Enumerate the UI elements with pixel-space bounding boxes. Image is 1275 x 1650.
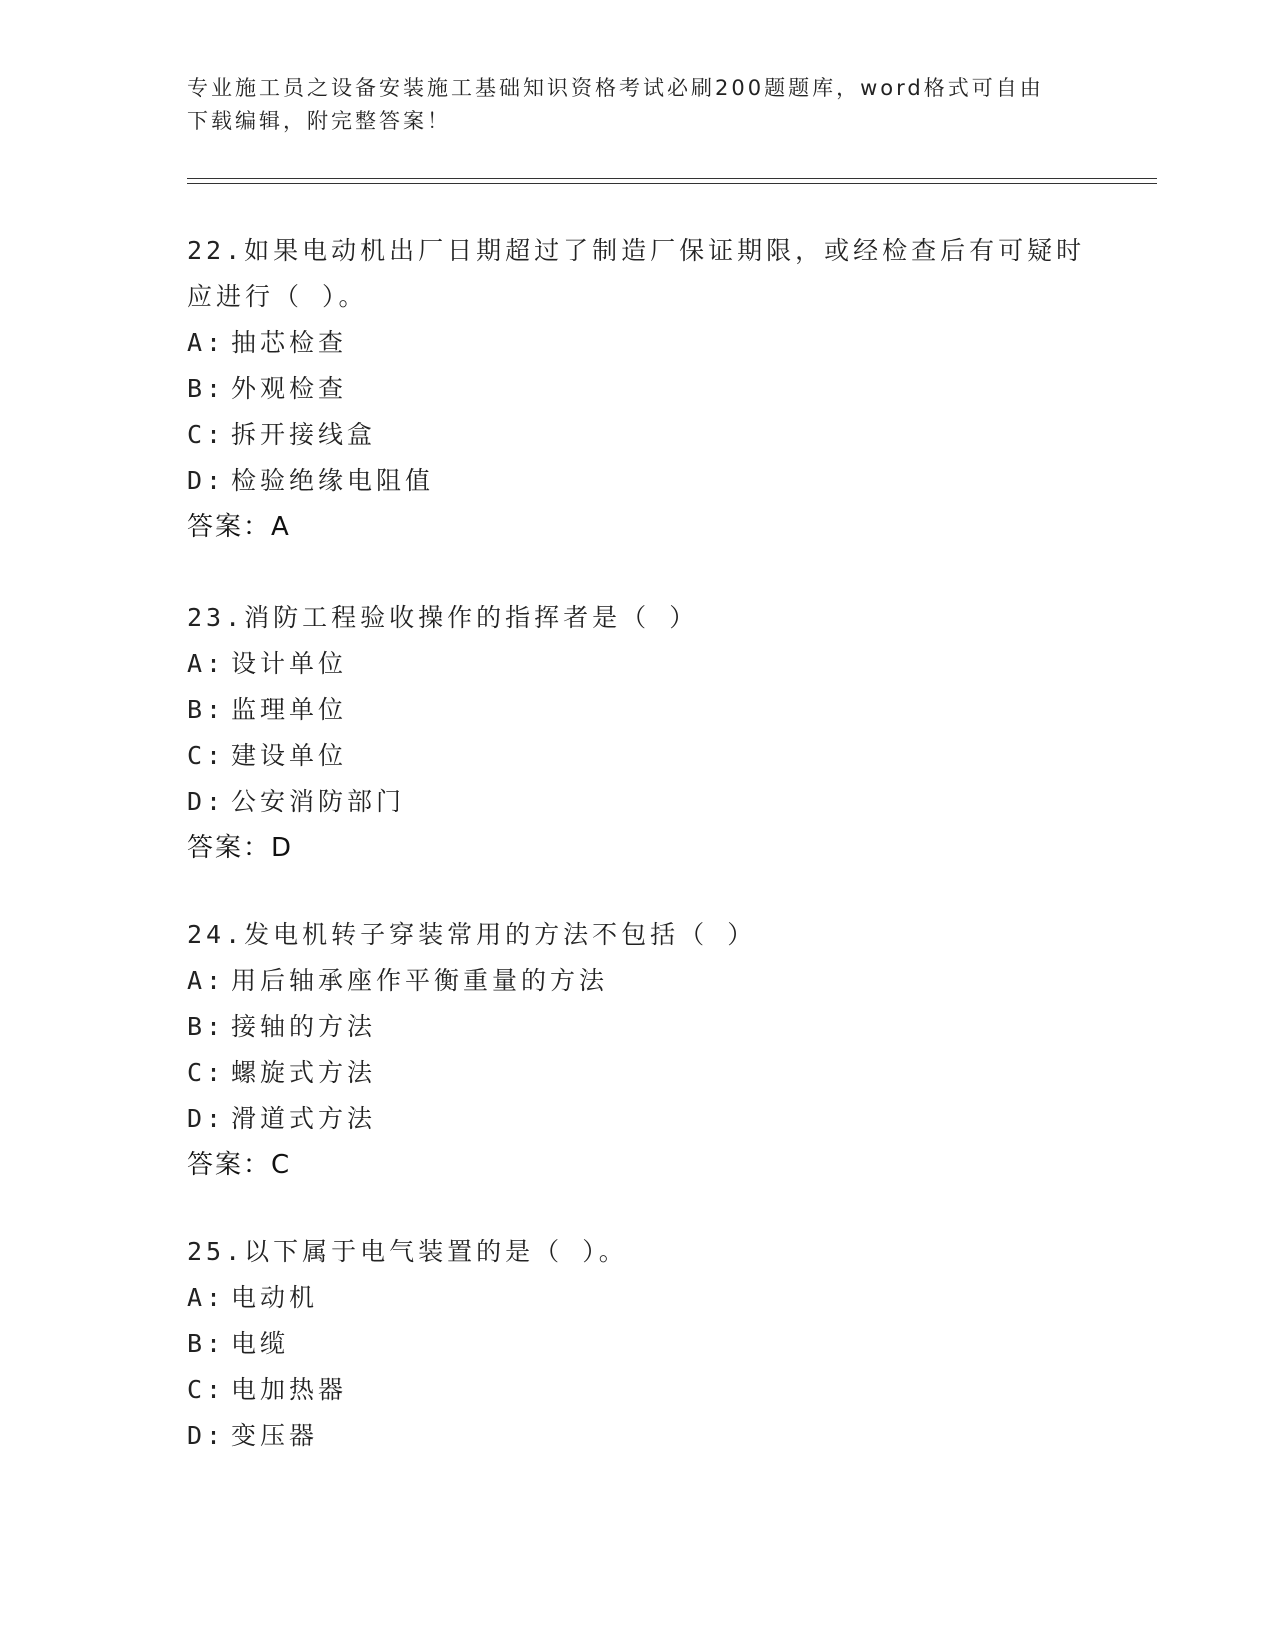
option-text: 接轴的方法 (231, 1012, 377, 1041)
option-letter: C: (187, 741, 226, 770)
question-23 (187, 595, 1087, 871)
option-text: 用后轴承座作平衡重量的方法 (231, 966, 609, 995)
option-letter: A: (187, 649, 226, 678)
option-letter: D: (187, 1104, 226, 1133)
option-text: 变压器 (231, 1421, 319, 1450)
option-text: 电动机 (231, 1283, 319, 1312)
option-letter: D: (187, 787, 226, 816)
option-c (187, 733, 1087, 779)
option-text: 拆开接线盒 (231, 420, 377, 449)
answer-text: 答案：C (187, 1150, 292, 1180)
option-letter: D: (187, 1421, 226, 1450)
option-c (187, 412, 1087, 458)
question-24 (187, 912, 1087, 1188)
option-text: 电缆 (231, 1329, 290, 1358)
answer-text: 答案：D (187, 833, 294, 863)
option-letter: B: (187, 695, 226, 724)
option-d (187, 779, 1087, 825)
option-letter: C: (187, 420, 226, 449)
option-a (187, 1275, 1087, 1321)
question-text: 22.如果电动机出厂日期超过了制造厂保证期限，或经检查后有可疑时应进行（ ）。 (187, 236, 1086, 311)
option-c (187, 1367, 1087, 1413)
option-text: 建设单位 (231, 741, 348, 770)
option-text: 电加热器 (231, 1375, 348, 1404)
option-b (187, 1004, 1087, 1050)
option-b (187, 366, 1087, 412)
option-text: 检验绝缘电阻值 (231, 466, 435, 495)
option-b (187, 687, 1087, 733)
option-a (187, 320, 1087, 366)
option-letter: C: (187, 1058, 226, 1087)
question-text: 25.以下属于电气装置的是（ ）。 (187, 1237, 628, 1266)
option-text: 公安消防部门 (231, 787, 406, 816)
header-divider-top (187, 178, 1157, 179)
question-25 (187, 1229, 1087, 1459)
option-text: 抽芯检查 (231, 328, 348, 357)
option-letter: D: (187, 466, 226, 495)
option-a (187, 641, 1087, 687)
option-letter: A: (187, 328, 226, 357)
document-header: 专业施工员之设备安装施工基础知识资格考试必刷200题题库，word格式可自由下载编辑，附完整答案！ (187, 76, 1044, 133)
option-a (187, 958, 1087, 1004)
option-letter: B: (187, 374, 226, 403)
option-text: 外观检查 (231, 374, 348, 403)
question-text: 24.发电机转子穿装常用的方法不包括（ ） (187, 920, 757, 949)
option-letter: B: (187, 1012, 226, 1041)
option-letter: A: (187, 1283, 226, 1312)
option-c (187, 1050, 1087, 1096)
option-letter: B: (187, 1329, 226, 1358)
option-letter: C: (187, 1375, 226, 1404)
answer-text: 答案：A (187, 512, 291, 542)
option-text: 设计单位 (231, 649, 348, 678)
question-text: 23.消防工程验收操作的指挥者是（ ） (187, 603, 699, 632)
option-d (187, 1096, 1087, 1142)
option-b (187, 1321, 1087, 1367)
option-text: 螺旋式方法 (231, 1058, 377, 1087)
question-22 (187, 228, 1087, 550)
option-text: 滑道式方法 (231, 1104, 377, 1133)
option-letter: A: (187, 966, 226, 995)
option-text: 监理单位 (231, 695, 348, 724)
option-d (187, 1413, 1087, 1459)
header-divider-bottom (187, 183, 1157, 184)
option-d (187, 458, 1087, 504)
